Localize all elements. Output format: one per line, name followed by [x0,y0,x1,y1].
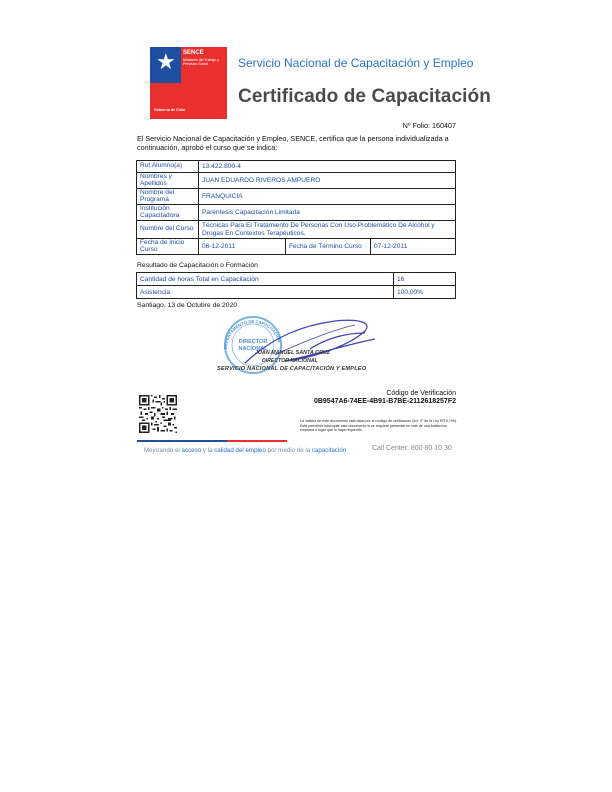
slogan-part: por medio de la [265,447,312,454]
folio-number: Nº Folio: 160407 [402,121,456,130]
star-icon: ★ [156,49,176,74]
asistencia-label: Asistencia [137,286,394,299]
footer-line-red [227,440,287,442]
sence-logo [150,47,227,119]
table-row [137,205,456,221]
programa-label: Nombre del Programa [137,189,199,205]
document-title: Certificado de Capacitación [238,86,491,107]
inicio-label: Fecha de inicio Curso [137,239,199,255]
table-row [137,221,456,239]
horas-label: Cantidad de horas Total en Capacitación [137,273,394,286]
verification-code: 0B9547A6-74EE-4B91-B7BE-2112618257F2 [313,398,456,405]
termino-label: Fecha de Término Curso [286,239,371,255]
slogan-part: y la [201,447,215,454]
inicio-value: 06-12-2011 [199,239,286,255]
table-row [137,173,456,189]
legal-notice: La validez de este documento está dada por su código de verificación (Art. 3° de la Ley Nº19.799). Está permitido fotocopiar este documento si se requiere presentar en más de una institución, empresa o lugar que lo haya requerido. [300,419,457,433]
curso-value: Técnicas Para El Tratamiento De Personas Con Uso Problemático De Alcohol y Drogas En Contextos Terapéuticos. [199,221,456,239]
nombre-label: Nombres y Apellidos [137,173,199,189]
intro-text: El Servicio Nacional de Capacitación y Empleo, SENCE, certifica que la persona individualizada a continuación, aprobó el curso que se indica: [137,134,449,152]
termino-value: 07-12-2011 [371,239,456,255]
horas-value: 16 [394,273,456,286]
issue-date: Santiago, 13 de Octubre de 2020 [137,302,238,309]
table-row [137,273,456,286]
nombre-value: JUAN EDUARDO RIVEROS AMPUERO [199,173,456,189]
slogan-highlight: calidad del empleo [214,447,266,454]
institucion-label: Institución Capacitadora [137,205,199,221]
resultado-table [136,272,456,299]
slogan-highlight: acceso [181,447,202,454]
asistencia-value: 100,00% [394,286,456,299]
resultado-title: Resultado de Capacitación o Formación [137,262,258,269]
table-row [137,239,456,255]
stamp-mid1: DIRECTOR [238,339,268,345]
qr-code [138,395,178,433]
signer-role: DIRECTOR NACIONAL [262,358,318,364]
table-row [137,189,456,205]
table-row [137,161,456,173]
stamp-mid2: NACIONAL [238,346,268,352]
slogan-highlight: capacitación [311,447,347,454]
footer-line-blue [137,440,227,442]
signer-org: SERVICIO NACIONAL DE CAPACITACIÓN Y EMPLEO [217,366,367,372]
verification-label: Código de Verificación [386,390,456,397]
institucion-value: Paréntesis Capacitación Limitada [199,205,456,221]
agency-name: Servicio Nacional de Capacitación y Empleo [238,56,474,70]
logo-subtitle: Ministerio del Trabajo y Previsión Social [183,58,219,66]
rut-value: 13.422.800-4 [199,161,456,173]
programa-value: FRANQUICIA [199,189,456,205]
call-center: Call Center: 800 80 10 30 [372,445,452,452]
curso-label: Nombre del Curso [137,221,199,239]
logo-footer: Gobierno de Chile [154,108,185,112]
signer-name: JUAN MANUEL SANTA CRUZ [255,350,331,356]
rut-label: Rut Alumno(a) [137,161,199,173]
slogan-part: Mejorando el [144,447,182,454]
table-row [137,286,456,299]
stamp-top-text: DEPARTAMENTO DE CAPACITACIÓN [222,318,282,350]
logo-title: SENCE [183,50,204,56]
student-info-table [136,160,456,255]
footer-slogan [144,447,346,454]
